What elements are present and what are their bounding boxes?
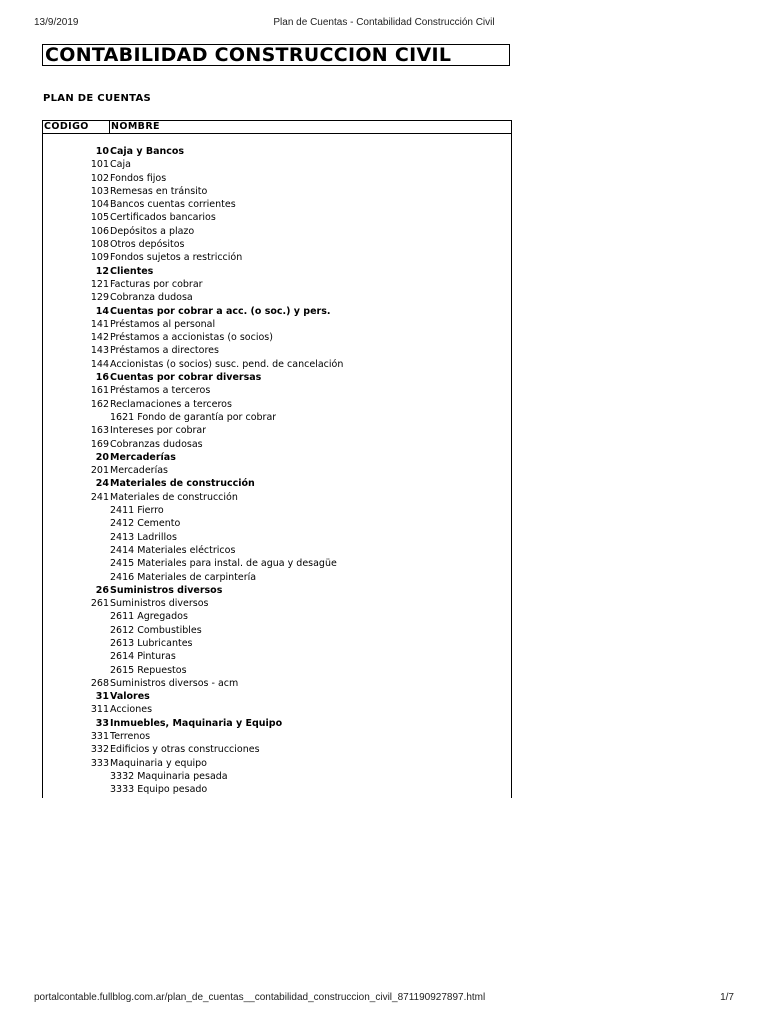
table-row bbox=[42, 411, 512, 424]
table-row bbox=[42, 650, 512, 663]
page-number: 1/7 bbox=[720, 992, 734, 1003]
print-header bbox=[0, 17, 768, 31]
account-name: Edificios y otras construcciones bbox=[110, 744, 260, 756]
account-name: Inmuebles, Maquinaria y Equipo bbox=[110, 717, 283, 729]
account-name: Valores bbox=[110, 691, 150, 703]
account-code: 33 bbox=[95, 717, 109, 729]
table-group-row bbox=[42, 477, 512, 490]
account-name: Caja bbox=[110, 159, 131, 171]
table-row bbox=[42, 664, 512, 677]
account-code: 20 bbox=[95, 451, 109, 463]
account-name: 2413 Ladrillos bbox=[110, 531, 177, 543]
account-code: 109 bbox=[90, 252, 109, 264]
account-code: 101 bbox=[90, 159, 109, 171]
table-group-row bbox=[42, 584, 512, 597]
account-name: 2415 Materiales para instal. de agua y desagüe bbox=[110, 558, 337, 570]
table-row bbox=[42, 464, 512, 477]
account-name: 3332 Maquinaria pesada bbox=[110, 770, 228, 782]
account-name: Suministros diversos - acm bbox=[110, 677, 239, 689]
account-name: Caja y Bancos bbox=[110, 146, 185, 157]
account-name: Préstamos a directores bbox=[110, 345, 219, 357]
account-name: Mercaderías bbox=[110, 451, 176, 463]
account-code: 201 bbox=[90, 465, 109, 477]
table-row bbox=[42, 172, 512, 185]
account-code: 163 bbox=[90, 425, 109, 437]
account-code: 31 bbox=[95, 691, 109, 703]
table-group-row bbox=[42, 371, 512, 384]
account-code: 162 bbox=[90, 398, 109, 410]
account-code: 333 bbox=[90, 757, 109, 769]
table-row bbox=[42, 158, 512, 171]
account-name: Mercaderías bbox=[110, 465, 168, 477]
table-group-row bbox=[42, 717, 512, 730]
account-code: 24 bbox=[95, 478, 109, 490]
print-footer bbox=[0, 992, 768, 1006]
account-name: Bancos cuentas corrientes bbox=[110, 199, 236, 211]
table-header-column-divider bbox=[109, 120, 110, 134]
account-code: 268 bbox=[90, 677, 109, 689]
account-name: Suministros diversos bbox=[110, 584, 223, 596]
account-name: Materiales de construcción bbox=[110, 478, 255, 490]
table-row bbox=[42, 398, 512, 411]
account-name: 1621 Fondo de garantía por cobrar bbox=[110, 411, 277, 423]
table-row bbox=[42, 504, 512, 517]
table-row bbox=[42, 198, 512, 211]
table-group-row bbox=[42, 265, 512, 278]
account-name: 2612 Combustibles bbox=[110, 624, 202, 636]
table-row bbox=[42, 624, 512, 637]
table-body bbox=[42, 145, 512, 797]
table-row bbox=[42, 571, 512, 584]
account-code: 241 bbox=[90, 491, 109, 503]
account-name: Fondos sujetos a restricción bbox=[110, 252, 243, 264]
table-row bbox=[42, 637, 512, 650]
account-name: 2416 Materiales de carpintería bbox=[110, 571, 257, 583]
table-row bbox=[42, 743, 512, 756]
account-name: 2613 Lubricantes bbox=[110, 637, 193, 649]
table-row bbox=[42, 331, 512, 344]
account-code: 161 bbox=[90, 385, 109, 397]
account-code: 102 bbox=[90, 172, 109, 184]
account-name: 2412 Cemento bbox=[110, 518, 181, 530]
print-page-title: Plan de Cuentas - Contabilidad Construcción Civil bbox=[273, 17, 495, 28]
table-row bbox=[42, 291, 512, 304]
table-row bbox=[42, 278, 512, 291]
account-code: 106 bbox=[90, 225, 109, 237]
table-row bbox=[42, 597, 512, 610]
table-row bbox=[42, 757, 512, 770]
column-header-code: CODIGO bbox=[44, 121, 89, 132]
table-row bbox=[42, 318, 512, 331]
print-url: portalcontable.fullblog.com.ar/plan_de_cuentas__contabilidad_construccion_civil_871190927897.html bbox=[34, 992, 486, 1003]
account-name: Clientes bbox=[110, 265, 154, 277]
table-row bbox=[42, 730, 512, 743]
account-name: Suministros diversos bbox=[110, 598, 209, 610]
account-name: Acciones bbox=[110, 704, 153, 716]
account-name: 2614 Pinturas bbox=[110, 651, 176, 663]
account-name: Intereses por cobrar bbox=[110, 425, 207, 437]
account-code: 261 bbox=[90, 598, 109, 610]
section-label: PLAN DE CUENTAS bbox=[43, 93, 152, 104]
table-row bbox=[42, 185, 512, 198]
table-group-row bbox=[42, 690, 512, 703]
table-group-row bbox=[42, 145, 512, 158]
table-row bbox=[42, 531, 512, 544]
account-code: 141 bbox=[90, 318, 109, 330]
account-code: 10 bbox=[95, 146, 109, 157]
table-row bbox=[42, 610, 512, 623]
table-group-row bbox=[42, 305, 512, 318]
account-code: 14 bbox=[95, 305, 109, 317]
table-row bbox=[42, 438, 512, 451]
accounts-table bbox=[42, 120, 512, 800]
table-row bbox=[42, 557, 512, 570]
table-group-row bbox=[42, 451, 512, 464]
account-code: 331 bbox=[90, 731, 109, 743]
account-code: 108 bbox=[90, 239, 109, 251]
account-code: 12 bbox=[95, 265, 109, 277]
column-header-name: NOMBRE bbox=[111, 121, 160, 132]
account-name: Cobranzas dudosas bbox=[110, 438, 203, 450]
account-name: 2411 Fierro bbox=[110, 505, 164, 517]
account-name: 3333 Equipo pesado bbox=[110, 784, 208, 796]
account-code: 105 bbox=[90, 212, 109, 224]
account-code: 103 bbox=[90, 185, 109, 197]
account-name: Remesas en tránsito bbox=[110, 185, 208, 197]
account-name: Préstamos a terceros bbox=[110, 385, 211, 397]
table-row bbox=[42, 211, 512, 224]
account-name: 2414 Materiales eléctricos bbox=[110, 544, 236, 556]
account-code: 16 bbox=[95, 372, 109, 384]
document-title: CONTABILIDAD CONSTRUCCION CIVIL bbox=[42, 44, 510, 66]
table-row bbox=[42, 517, 512, 530]
account-name: Préstamos a accionistas (o socios) bbox=[110, 332, 273, 344]
account-name: Préstamos al personal bbox=[110, 318, 216, 330]
account-code: 311 bbox=[90, 704, 109, 716]
table-row bbox=[42, 344, 512, 357]
account-name: Facturas por cobrar bbox=[110, 278, 203, 290]
table-row bbox=[42, 238, 512, 251]
account-code: 332 bbox=[90, 744, 109, 756]
account-code: 144 bbox=[90, 358, 109, 370]
account-name: Materiales de construcción bbox=[110, 491, 238, 503]
table-row bbox=[42, 770, 512, 783]
account-code: 143 bbox=[90, 345, 109, 357]
account-name: Fondos fijos bbox=[110, 172, 167, 184]
account-name: Cuentas por cobrar a acc. (o soc.) y pers. bbox=[110, 305, 331, 317]
account-name: 2611 Agregados bbox=[110, 611, 188, 623]
account-code: 142 bbox=[90, 332, 109, 344]
table-header-divider bbox=[42, 133, 512, 134]
account-name: Certificados bancarios bbox=[110, 212, 216, 224]
account-name: Accionistas (o socios) susc. pend. de cancelación bbox=[110, 358, 344, 370]
account-code: 129 bbox=[90, 292, 109, 304]
table-row bbox=[42, 251, 512, 264]
table-row bbox=[42, 544, 512, 557]
account-code: 169 bbox=[90, 438, 109, 450]
account-name: Terrenos bbox=[110, 731, 151, 743]
table-row bbox=[42, 384, 512, 397]
table-row bbox=[42, 783, 512, 796]
account-name: Maquinaria y equipo bbox=[110, 757, 207, 769]
account-name: Cuentas por cobrar diversas bbox=[110, 372, 262, 384]
account-name: 2615 Repuestos bbox=[110, 664, 187, 676]
account-code: 104 bbox=[90, 199, 109, 211]
table-row bbox=[42, 424, 512, 437]
table-row bbox=[42, 491, 512, 504]
account-name: Depósitos a plazo bbox=[110, 225, 195, 237]
account-name: Reclamaciones a terceros bbox=[110, 398, 232, 410]
table-row bbox=[42, 358, 512, 371]
account-code: 26 bbox=[95, 584, 109, 596]
table-row bbox=[42, 703, 512, 716]
account-name: Otros depósitos bbox=[110, 239, 185, 251]
table-row bbox=[42, 677, 512, 690]
account-name: Cobranza dudosa bbox=[110, 292, 193, 304]
account-code: 121 bbox=[90, 278, 109, 290]
table-row bbox=[42, 225, 512, 238]
print-date: 13/9/2019 bbox=[34, 17, 79, 28]
